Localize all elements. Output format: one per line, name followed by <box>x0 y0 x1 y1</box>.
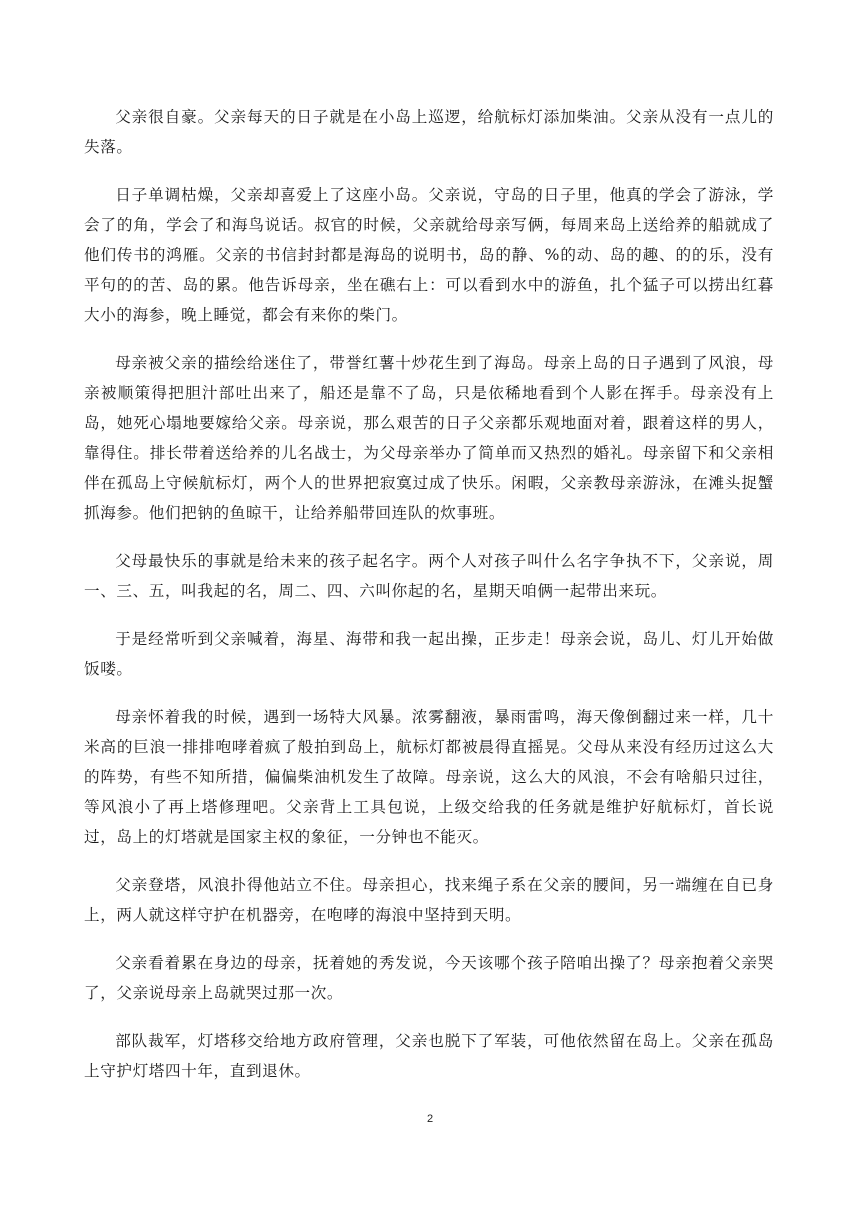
paragraph: 父亲看着累在身边的母亲，抚着她的秀发说，今天该哪个孩子陪咱出操了？母亲抱着父亲哭了，父亲说母亲上岛就哭过那一次。 <box>84 954 774 1002</box>
page-number: 2 <box>426 1113 434 1125</box>
paragraph: 父母最快乐的事就是给未来的孩子起名字。两个人对孩子叫什么名字争执不下，父亲说，周一、三、五，叫我起的名，周二、四、六叫你起的名，星期天咱俩一起带出来玩。 <box>84 552 774 600</box>
paragraph: 父亲登塔，风浪扑得他站立不住。母亲担心，找来绳子系在父亲的腰间，另一端缠在自已身上，两人就这样守护在机器旁，在咆哮的海浪中坚持到天明。 <box>84 876 774 924</box>
paragraph: 于是经常听到父亲喊着，海星、海带和我一起出操，正步走！母亲会说，岛儿、灯儿开始做饭喽。 <box>84 630 774 678</box>
paragraph: 日子单调枯燥，父亲却喜爱上了这座小岛。父亲说，守岛的日子里，他真的学会了游泳，学会了的角，学会了和海鸟说话。叔官的时候，父亲就给母亲写俩，每周来岛上送给养的船就成了他们传书的鸿雁。父亲的书信封封都是海岛的说明书，岛的静、%的动、岛的趣、的的乐，没有平句的的苦、岛的累。他告诉母亲，坐在礁右上：可以看到水中的游鱼，扎个猛子可以捞出红暮大小的海参，晚上睡觉，都会有来你的柴门。 <box>84 186 774 324</box>
paragraph: 父亲很自豪。父亲每天的日子就是在小岛上巡逻，给航标灯添加柴油。父亲从没有一点儿的失落。 <box>84 108 774 156</box>
document-body <box>84 102 774 1104</box>
paragraph: 部队裁军，灯塔移交给地方政府管理，父亲也脱下了军装，可他依然留在岛上。父亲在孤岛上守护灯塔四十年，直到退休。 <box>84 1032 774 1080</box>
paragraph: 母亲怀着我的时候，遇到一场特大风暴。浓雾翻液，暴雨雷鸣，海天像倒翻过来一样，几十米高的巨浪一排排咆哮着疯了般拍到岛上，航标灯都被晨得直摇晃。父母从来没有经历过这么大的阵势，有些不知所措，偏偏柴油机发生了故障。母亲说，这么大的风浪，不会有啥船只过往，等风浪小了再上塔修理吧。父亲背上工具包说，上级交给我的任务就是维护好航标灯，首长说过，岛上的灯塔就是国家主权的象征，一分钟也不能灭。 <box>84 708 774 846</box>
paragraph: 母亲被父亲的描绘给迷住了，带誉红薯十炒花生到了海岛。母亲上岛的日子遇到了风浪，母亲被顺策得把胆汁部吐出来了，船还是靠不了岛，只是依稀地看到个人影在挥手。母亲没有上岛，她死心塌地要嫁给父亲。母亲说，那么艰苦的日子父亲都乐观地面对着，跟着这样的男人，靠得住。排长带着送给养的儿名战士，为父母亲举办了简单而又热烈的婚礼。母亲留下和父亲相伴在孤岛上守候航标灯，两个人的世界把寂寞过成了快乐。闲暇，父亲教母亲游泳，在滩头捉蟹抓海参。他们把钠的鱼晾干，让给养船带回连队的炊事班。 <box>84 354 774 522</box>
